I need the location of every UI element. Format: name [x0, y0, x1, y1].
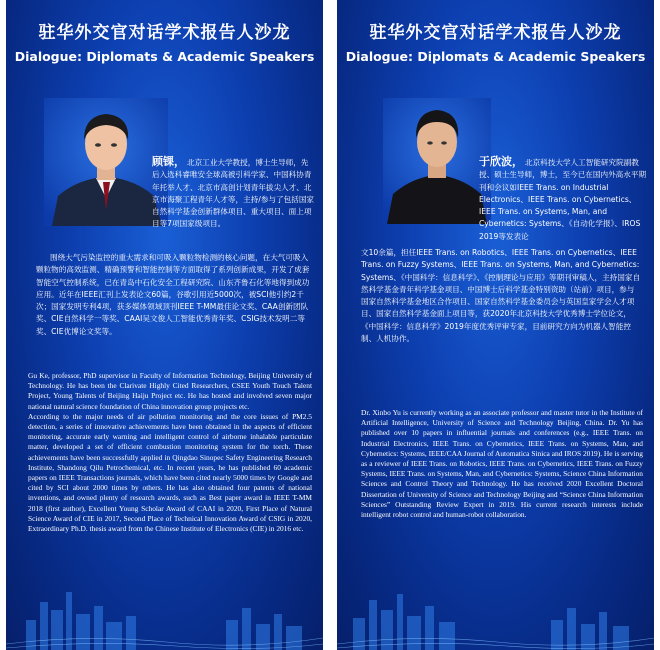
- poster-subtitle: Dialogue: Diplomats & Academic Speakers: [14, 49, 315, 64]
- speaker-name-cn: 于欣波，: [479, 155, 523, 168]
- poster-title: 驻华外交官对话学术报告人沙龙: [369, 23, 622, 43]
- speaker-intro-cn: 于欣波， 北京科技大学人工智能研究院副教授、硕士生导师，博士，至今已在国内外高水平期刊和会议如IEEE Trans. on Industrial Electronics、IEEE Trans. on Cybernetics、IEEE Trans. on Systems, Man, and Cybernetics: Systems、《自动化学报》、IROS 2019等发表论: [479, 155, 647, 241]
- city-skyline-graphic: [6, 580, 323, 650]
- speaker-bio-en-para: Dr. Xinbo Yu is currently working as an associate professor and master tutor in the Institute of Artificial Intelligence, University of Science and Technology Beijing, China. Dr. Yu has published over 10 papers in influential journals and conferences (e.g., IEEE Trans. on Industrial Electronics, IEEE Trans. on Cybernetics, IEEE Trans. on Systems, Man, and Cybernetics: Systems, IEEE/CAA Journal of Automatica Sinica and IROS 2019). He is serving as a reviewer of IEEE Trans. on Robotics, IEEE Trans. on Cybernetics, IEEE Trans. on Fuzzy Systems, IEEE Trans. on Systems, Man, and Cybernetics: Systems, Science China Information Sciences and Control Theory and Technology. He has received 2020 Excellent Doctoral Dissertation of University of Science and Technology Beijing and “Science China Information Sciences” Outstanding Review Expert in 2019. His current research interests include intelligent robot control and human-robot collaboration.: [361, 408, 643, 520]
- poster-title: 驻华外交官对话学术报告人沙龙: [38, 23, 291, 43]
- speaker-intro-cn: 顾锞， 北京工业大学教授，博士生导师，先后入选科睿唯安全球高被引科学家、中国科协青年托举人才、北京市高创计划青年拔尖人才、北京市海聚工程青年人才等，主持/参与了包括国家自然科学基金创新群体项目、重大项目、面上项目等7项国家级项目。: [152, 155, 315, 229]
- poster-panel-left: [6, 0, 323, 650]
- speaker-photo: [44, 98, 168, 226]
- speaker-bio-en: [361, 408, 643, 520]
- poster-panel-right: [337, 0, 654, 650]
- speaker-bio-cn: 围绕大气污染监控的重大需求和可吸入颗粒物检测的核心问题，在大气可吸入颗粒物的高效监测、精确预警和智能控制等方面取得了系列创新成果，开发了成套智能空气控制系统，已在青岛中石化安全工程研究院、山东齐鲁石化等地得到成功应用。近年在IEEE汇刊上发表论文60篇，谷歌引用近5000次，被SCI他引约2千次；国家发明专利4项，获多媒体领域顶刊IEEE T-MM最佳论文奖、CAA创新团队奖、CIE自然科学一等奖、CAAI吴文俊人工智能优秀青年奖、CSIG技术发明二等奖、CIE优博论文奖等。: [36, 253, 310, 336]
- city-skyline-graphic: [337, 580, 654, 650]
- speaker-name-cn: 顾锞，: [152, 155, 185, 168]
- speaker-bio-en-para: Gu Ke, professor, PhD supervisor in Faculty of Information Technology, Beijing University of Technology. He has been the Clarivate Highly Cited Researchers, CSEE Youth Touch Talent Project, Young Talents of Beijing Haiju Project etc. He has hosted and involved seven major national natural science foundation of China innovation group projects etc.: [28, 371, 312, 411]
- speaker-bio-en-para: According to the major needs of air pollution monitoring and the core issues of PM2.5 detection, a series of innovative achievements have been obtained in the aspects of efficient monitoring, accurate early warning and intelligent control of airborne inhalable particulate matter, developed a set of efficient combustion monitoring system for the torch. These achievements have been successfully applied in Qingdao Sinopec Safety Engineering Research Institute, Shandong Qilu Petrochemical, etc. In recent years, he has published 60 academic papers on IEEE Transactions journals, which have been cited nearly 5000 times by Google and cited by SCI about 2000 times by others. He has also obtained four patents of national inventions, and owned plenty of research awards, such as Best paper award in IEEE T-MM 2018 (first author), Excellent Young Scholar Award of CAAI in 2020, First Place of Natural Science Award of CIE in 2017, Second Place of Technical Innovation Award of CSIG in 2020, Extraordinary Ph.D. thesis award from the Chinese Institute of Electronics (CIE) in 2016 etc.: [28, 411, 312, 534]
- speaker-photo: [383, 98, 491, 224]
- speaker-bio-en: [28, 371, 312, 534]
- speaker-bio-cn: 文10余篇，担任IEEE Trans. on Robotics、IEEE Trans. on Cybernetics、IEEE Trans. on Fuzzy Systems、IEEE Trans. on Systems, Man, and Cybernetics: Systems、《中国科学：信息科学》、《控制理论与应用》等期刊审稿人，主持国家自然科学基金青年科学基金项目、中国博士后科学基金特别资助（站前）项目，参与国家自然科学基金地区合作项目、国家自然科学基金委员会与英国皇家学会人才项目、国家自然科学基金面上项目等，获2020年北京科技大学优秀博士学位论文，《中国科学：信息科学》2019年度优秀评审专家，目前研究方向为机器人智能控制、人机协作。: [361, 248, 641, 344]
- poster-subtitle: Dialogue: Diplomats & Academic Speakers: [345, 49, 646, 64]
